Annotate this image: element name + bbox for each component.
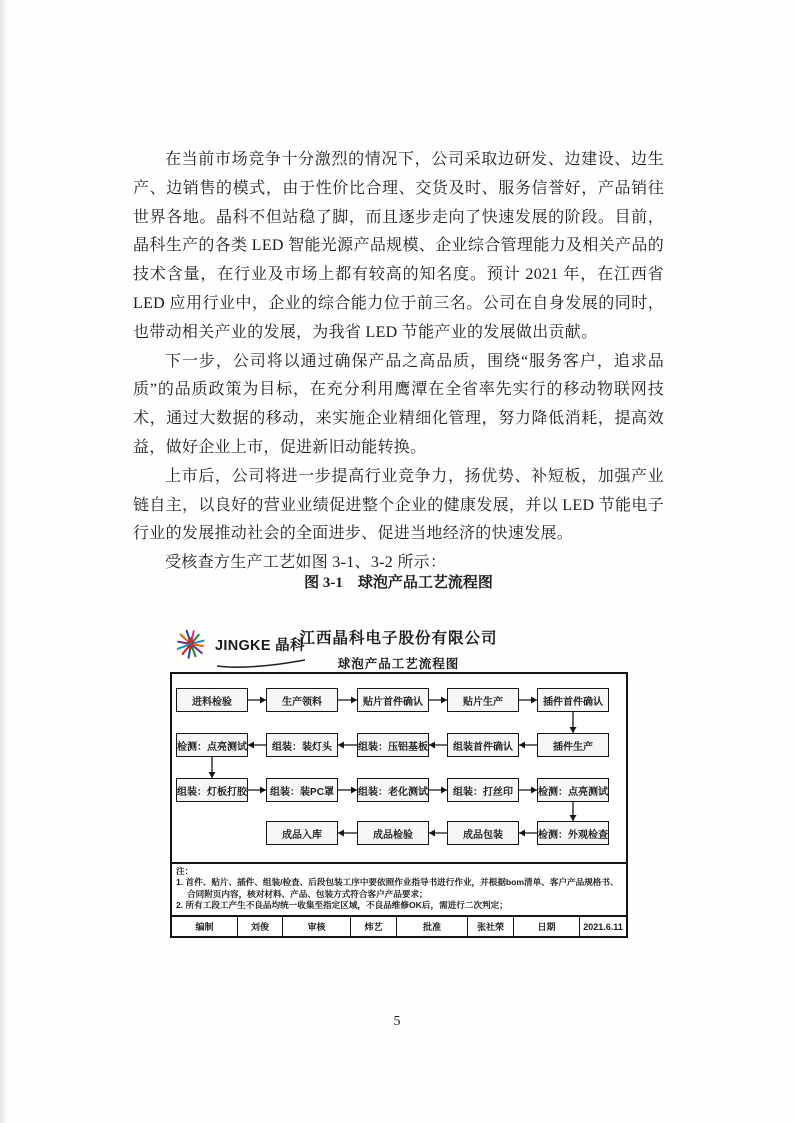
- flow-box: 组装：打丝印: [447, 778, 519, 802]
- flow-box: 进料检验: [176, 688, 248, 712]
- sig-cell-approved-by: 张社荣: [468, 917, 514, 936]
- logo-text-cn: 晶科: [275, 638, 305, 654]
- figure-caption: 图 3-1 球泡产品工艺流程图: [304, 575, 493, 591]
- sig-cell-label-prepared: 编制: [172, 917, 238, 936]
- sig-cell-label-approved: 批准: [397, 917, 468, 936]
- flow-box: 成品包装: [447, 821, 519, 845]
- paragraph: 在当前市场竞争十分激烈的情况下，公司采取边研发、边建设、边生产、边销售的模式，由于性价比合理、交货及时、服务信誉好，产品销往世界各地。晶科不但站稳了脚，而且逐步走向了快速发展的阶段。目前，晶科生产的各类 LED 智能光源产品规模、企业综合管理能力及相关产品的技术含量，在行业及市场上都有较高的知名度。预计 2021 年，在江西省 LED 应用行业中，企业的综合能力位于前三名。公司在自身发展的同时，也带动相关产业的发展，为我省 LED 节能产业的发展做出贡献。: [133, 151, 664, 341]
- flow-box: 组装首件确认: [447, 733, 519, 757]
- flowchart-area: [172, 674, 626, 862]
- flow-box: 组装：装PC罩: [266, 778, 338, 802]
- flow-box: 组装：装灯头: [266, 733, 338, 757]
- page-number: 5: [393, 1014, 401, 1029]
- paragraph: 上市后，公司将进一步提高行业竞争力，扬优势、补短板，加强产业链自主，以良好的营业业绩促进整个企业的健康发展，并以 LED 节能电子行业的发展推动社会的全面进步、促进当地经济的快速发展。: [133, 467, 664, 543]
- sig-cell-label-reviewed: 审核: [283, 917, 351, 936]
- flow-box: 检测：外观检查: [537, 821, 609, 845]
- flow-box: 组装：压铝基板: [357, 733, 429, 757]
- sig-cell-prepared-by: 刘俊: [238, 917, 283, 936]
- sig-cell-reviewed-by: 炜艺: [351, 917, 397, 936]
- flow-box: 插件生产: [537, 733, 609, 757]
- scan-edge-shadow: [0, 0, 8, 1123]
- flow-box: 成品检验: [357, 821, 429, 845]
- body-text: [133, 146, 664, 578]
- flow-box: 成品入库: [266, 821, 338, 845]
- flow-box: 组装：灯板打胶: [176, 778, 248, 802]
- flowchart-notes: [172, 862, 626, 915]
- note-item: 1. 首件、贴片、插件、组装/检查、后段包装工序中要依照作业指导书进行作业，并根据bom清单、客户产品规格书、合同附页内容，核对材料、产品、包装方式符合客户产品要求；: [176, 877, 619, 899]
- flowchart-frame: [170, 672, 628, 938]
- logo-text-en: JINGKE: [215, 638, 271, 654]
- note-item: 2. 所有工段工产生不良品均统一收集至指定区域，不良品维修OK后，需进行二次判定；: [176, 899, 508, 910]
- company-name: 江西晶科电子股份有限公司: [299, 630, 498, 647]
- signature-row: [172, 915, 626, 936]
- flow-box: 贴片首件确认: [357, 688, 429, 712]
- flow-box: 检测：点亮测试: [537, 778, 609, 802]
- flow-box: 贴片生产: [447, 688, 519, 712]
- paragraph: 受核查方生产工艺如图 3-1、3-2 所示：: [165, 554, 447, 572]
- paragraph: 下一步，公司将以通过确保产品之高品质，围绕“服务客户，追求品质”的品质政策为目标，在充分利用鹰潭在全省率先实行的移动物联网技术，通过大数据的移动，来实施企业精细化管理，努力降低消耗，提高效益，做好企业上市，促进新旧动能转换。: [133, 352, 664, 456]
- sig-cell-label-date: 日期: [514, 917, 580, 936]
- flow-box: 插件首件确认: [537, 688, 609, 712]
- sig-cell-date-value: 2021.6.11: [583, 921, 623, 932]
- flow-box: 检测：点亮测试: [176, 733, 248, 757]
- flow-box: 生产领料: [266, 688, 338, 712]
- notes-label: 注：: [176, 866, 194, 876]
- flow-box: 组装：老化测试: [357, 778, 429, 802]
- flow-arrows: [172, 674, 626, 862]
- flowchart-title: 球泡产品工艺流程图: [337, 657, 460, 671]
